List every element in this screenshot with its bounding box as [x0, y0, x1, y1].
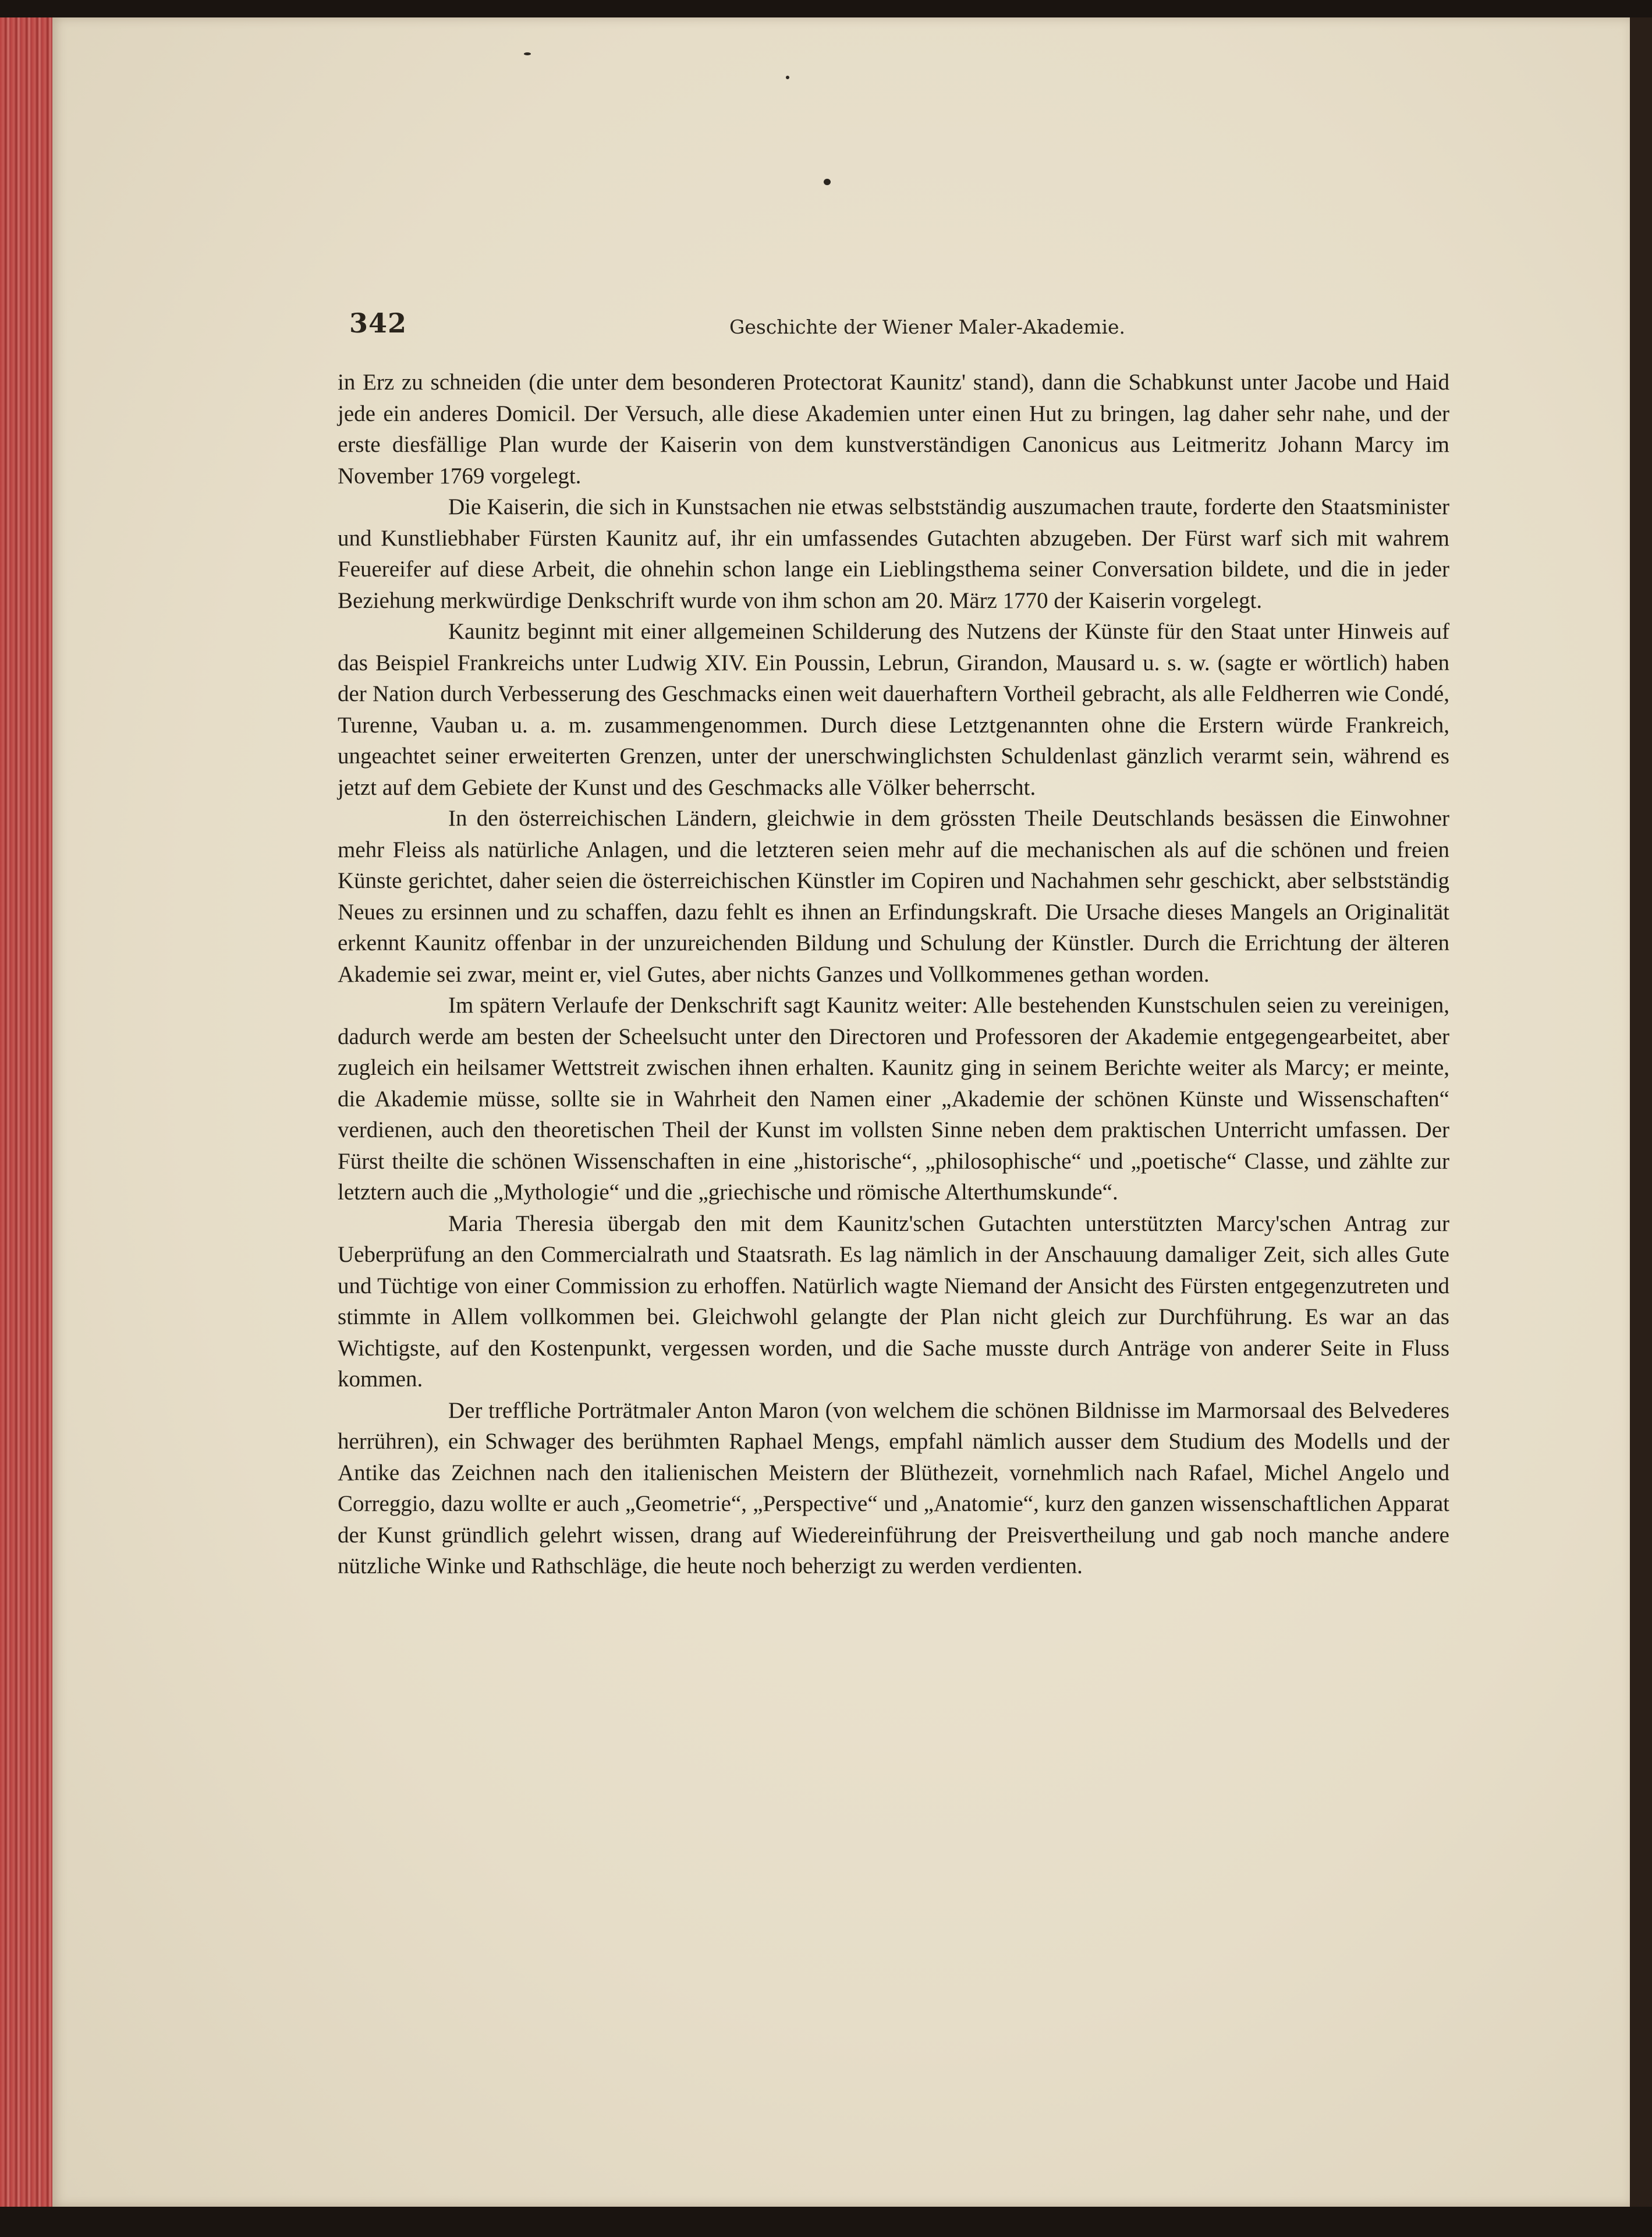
- paragraph: in Erz zu schneiden (die unter dem besonderen Protectorat Kaunitz' stand), dann die Schabkunst unter Jacobe und Haid jede ein anderes Domicil. Der Versuch, alle diese Akademien unter einen Hut zu bringen, lag daher sehr nahe, und der erste diesfällige Plan wurde der Kaiserin von dem kunstverständigen Canonicus aus Leitmeritz Johann Marcy im November 1769 vorgelegt.: [338, 370, 1449, 489]
- book-page-edges: [0, 17, 54, 2207]
- binding-shadow: [1630, 17, 1652, 2207]
- body-text: [338, 367, 1449, 1582]
- running-head: Geschichte der Wiener Maler-Akademie.: [729, 316, 1126, 338]
- paragraph: Maria Theresia übergab den mit dem Kaunitz'schen Gutachten unterstützten Marcy'schen Antrag zur Ueberprüfung an den Commercialrath und Staatsrath. Es lag nämlich in der Anschauung damaliger Zeit, sich alles Gute und Tüchtige von einer Commission zu erhoffen. Natürlich wagte Niemand der Ansicht des Fürsten entgegenzutreten und stimmte in Allem vollkommen bei. Gleichwohl gelangte der Plan nicht gleich zur Durchführung. Es war an das Wichtigste, auf den Kostenpunkt, vergessen worden, und die Sache musste durch Anträge von anderer Seite in Fluss kommen.: [338, 1210, 1449, 1392]
- paragraph: Die Kaiserin, die sich in Kunstsachen nie etwas selbstständig auszumachen traute, forderte den Staatsminister und Kunstliebhaber Fürsten Kaunitz auf, ihr ein umfassendes Gutachten abzugeben. Der Fürst warf sich mit wahrem Feuereifer auf diese Arbeit, die ohnehin schon lange ein Lieblingsthema seiner Conversation bildete, und die in jeder Beziehung merkwürdige Denkschrift wurde von ihm schon am 20. März 1770 der Kaiserin vorgelegt.: [338, 494, 1449, 613]
- paper-speck: [524, 52, 531, 55]
- paragraph: Kaunitz beginnt mit einer allgemeinen Schilderung des Nutzens der Künste für den Staat unter Hinweis auf das Beispiel Frankreichs unter Ludwig XIV. Ein Poussin, Lebrun, Girandon, Mausard u. s. w. (sagte er wörtlich) haben der Nation durch Verbesserung des Geschmacks einen weit dauerhaftern Vortheil gebracht, als alle Feldherren wie Condé, Turenne, Vauban u. a. m. zusammengenommen. Durch diese Letztgenannten ohne die Erstern würde Frankreich, ungeachtet seiner erweiterten Grenzen, unter der unerschwinglichsten Schuldenlast gänzlich verarmt sein, während es jetzt auf dem Gebiete der Kunst und des Geschmacks alle Völker beherrscht.: [338, 619, 1449, 800]
- paper-speck: [824, 179, 831, 185]
- paragraph: Im spätern Verlaufe der Denkschrift sagt Kaunitz weiter: Alle bestehenden Kunstschulen seien zu vereinigen, dadurch werde am besten der Scheelsucht unter den Directoren und Professoren der Akademie entgegengearbeitet, aber zugleich ein heilsamer Wettstreit zwischen ihnen erhalten. Kaunitz ging in seinem Berichte weiter als Marcy; er meinte, die Akademie müsse, sollte sie in Wahrheit den Namen einer „Akademie der schönen Künste und Wissenschaften“ verdienen, auch den theoretischen Theil der Kunst im vollsten Sinne neben dem praktischen Unterricht umfassen. Der Fürst theilte die schönen Wissenschaften in eine „historische“, „philosophische“ und „poetische“ Classe, und zählte zur letztern auch die „Mythologie“ und die „griechische und römische Alterthumskunde“.: [338, 993, 1449, 1205]
- paragraph: In den österreichischen Ländern, gleichwie in dem grössten Theile Deutschlands besässen die Einwohner mehr Fleiss als natürliche Anlagen, und die letzteren seien mehr auf die mechanischen als auf die schönen und freien Künste gerichtet, daher seien die österreichischen Künstler im Copiren und Nachahmen sehr geschickt, aber selbstständig Neues zu ersinnen und zu schaffen, dazu fehlt es ihnen an Erfindungskraft. Die Ursache dieses Mangels an Originalität erkennt Kaunitz offenbar in der unzureichenden Bildung und Schulung der Künstler. Durch die Errichtung der älteren Akademie sei zwar, meint er, viel Gutes, aber nichts Ganzes und Vollkommenes gethan worden.: [338, 806, 1449, 987]
- page-header: [349, 307, 1444, 348]
- paragraph: Der treffliche Porträtmaler Anton Maron (von welchem die schönen Bildnisse im Marmorsaal des Belvederes herrühren), ein Schwager des berühmten Raphael Mengs, empfahl nämlich ausser dem Studium des Modells und der Antike das Zeichnen nach den italienischen Meistern der Blüthezeit, vornehmlich nach Rafael, Michel Angelo und Correggio, dazu wollte er auch „Geometrie“, „Perspective“ und „Anatomie“, kurz den ganzen wissenschaftlichen Apparat der Kunst gründlich gelehrt wissen, drang auf Wiedereinführung der Preisvertheilung und gab noch manche andere nützliche Winke und Rathschläge, die heute noch beherzigt zu werden verdienten.: [338, 1397, 1449, 1578]
- page-number: 342: [349, 307, 407, 339]
- paper-speck: [786, 76, 789, 79]
